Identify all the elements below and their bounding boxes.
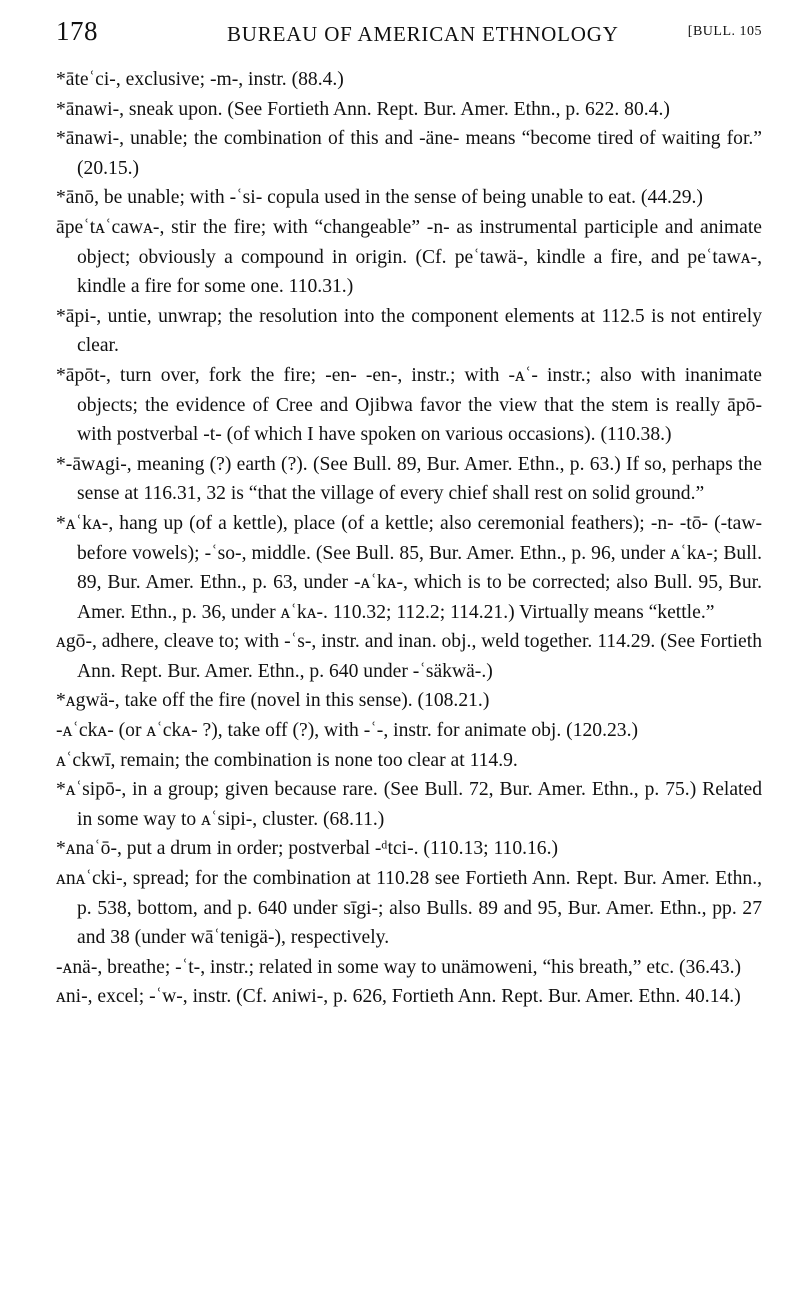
glossary-entry: *ᴀgwä-, take off the fire (novel in this sense). (108.21.) [56, 690, 490, 712]
running-title: BUREAU OF AMERICAN ETHNOLOGY [227, 22, 619, 46]
glossary-entry: *ᴀʿsipō-, in a group; given because rare. (See Bull. 72, Bur. Amer. Ethn., p. 75.) Related in some way to ᴀʿsipi-, cluster. (68.11.) [56, 779, 762, 830]
glossary-entry: *ānawi-, unable; the combination of this and -äne- means “become tired of waiting for.” (20.15.) [56, 128, 762, 179]
glossary-entry: ᴀni-, excel; -ʿw-, instr. (Cf. ᴀniwi-, p. 626, Fortieth Ann. Rept. Bur. Amer. Ethn. 40.14.) [56, 986, 741, 1008]
glossary-entry: āpeʿtᴀʿcawᴀ-, stir the fire; with “changeable” -n- as instrumental participle and animate object; obviously a compound in origin. (Cf. peʿtawä-, kindle a fire, and peʿtawᴀ-, kindle a fire for some one. 110.31.) [56, 216, 762, 298]
glossary-entry: *ānō, be unable; with -ʿsi- copula used in the sense of being unable to eat. (44.29.) [56, 187, 703, 209]
glossary-entry: ᴀnᴀʿcki-, spread; for the combination at 110.28 see Fortieth Ann. Rept. Bur. Amer. Ethn., p. 538, bottom, and p. 640 under sīgi-; also Bulls. 89 and 95, Bur. Amer. Ethn., pp. 27 and 38 (under wāʿtenigä-), respectively. [56, 868, 762, 949]
bulletin-reference: [BULL. 105 [687, 24, 762, 39]
page-header [56, 14, 762, 50]
glossary-entries [56, 65, 762, 1012]
page-number: 178 [56, 16, 98, 46]
glossary-entry: *āpōt-, turn over, fork the fire; -en- -en-, instr.; with -ᴀʿ- instr.; also with inanimate objects; the evidence of Cree and Ojibwa favor the view that the stem is really āpō- with postverbal -t- (of which I have spoken on various occasions). (110.38.) [56, 364, 762, 446]
glossary-entry: ᴀʿckwī, remain; the combination is none too clear at 114.9. [56, 749, 518, 771]
glossary-entry: *-āwᴀgi-, meaning (?) earth (?). (See Bull. 89, Bur. Amer. Ethn., p. 63.) If so, perhaps the sense at 116.31, 32 is “that the village of every chief shall rest on solid ground.” [56, 453, 762, 505]
glossary-entry: *ᴀnaʿō-, put a drum in order; postverbal -ᵈtci-. (110.13; 110.16.) [56, 838, 559, 860]
glossary-entry: *ᴀʿkᴀ-, hang up (of a kettle), place (of a kettle; also ceremonial feathers); -n- -tō- (-taw- before vowels); -ʿso-, middle. (See Bull. 85, Bur. Amer. Ethn., p. 96, under ᴀʿkᴀ-; Bull. 89, Bur. Amer. Ethn., p. 63, under -ᴀʿkᴀ-, which is to be corrected; also Bull. 95, Bur. Amer. Ethn., p. 36, under ᴀʿkᴀ-. 110.32; 112.2; 114.21.) Virtually means “kettle.” [56, 512, 762, 623]
glossary-entry: *āpi-, untie, unwrap; the resolution into the component elements at 112.5 is not entirely clear. [56, 305, 762, 357]
glossary-entry: -ᴀnä-, breathe; -ʿt-, instr.; related in some way to unämoweni, “his breath,” etc. (36.43.) [56, 956, 742, 978]
glossary-entry: *āteʿci-, exclusive; -m-, instr. (88.4.) [56, 69, 344, 90]
glossary-entry: *ānawi-, sneak upon. (See Fortieth Ann. Rept. Bur. Amer. Ethn., p. 622. 80.4.) [56, 98, 670, 120]
glossary-entry: ᴀgō-, adhere, cleave to; with -ʿs-, instr. and inan. obj., weld together. 114.29. (See Fortieth Ann. Rept. Bur. Amer. Ethn., p. 640 under -ʿsäkwä-.) [56, 631, 762, 682]
glossary-entry: -ᴀʿckᴀ- (or ᴀʿckᴀ- ?), take off (?), with -ʿ-, instr. for animate obj. (120.23.) [56, 720, 638, 742]
